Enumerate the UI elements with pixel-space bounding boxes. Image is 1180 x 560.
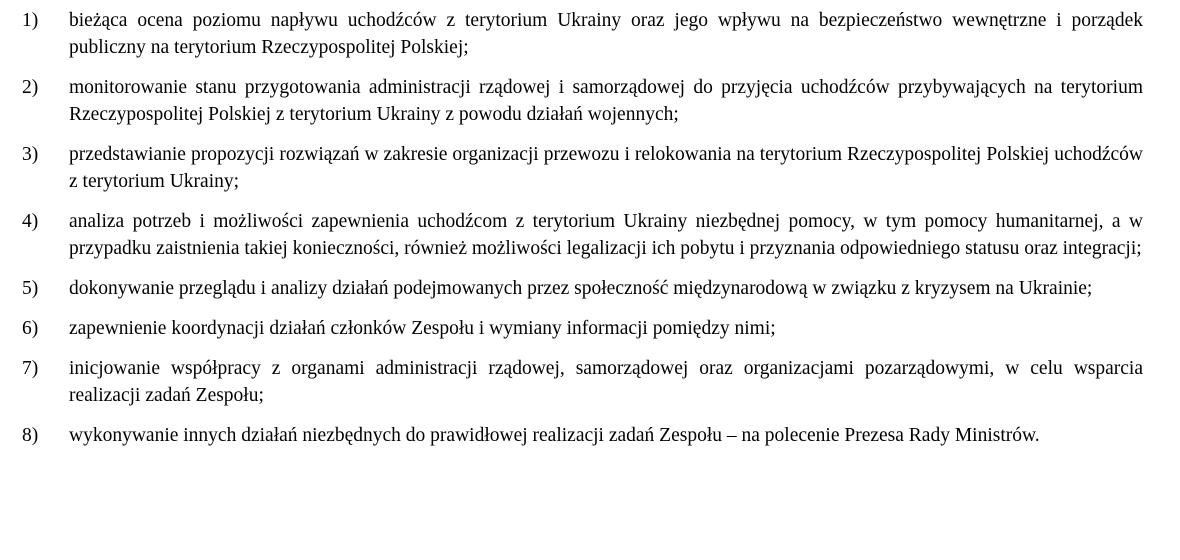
- task-list: [0, 7, 1180, 462]
- list-item-text: inicjowanie współpracy z organami administracji rządowej, samorządowej oraz organizacjami pozarządowymi, w celu wsparcia realizacji zadań Zespołu;: [69, 358, 1143, 406]
- list-item-3: [0, 141, 1180, 195]
- list-item-number: 3): [22, 144, 39, 165]
- list-item-number: 4): [22, 211, 39, 232]
- list-item-text: przedstawianie propozycji rozwiązań w zakresie organizacji przewozu i relokowania na terytorium Rzeczypospolitej Polskiej uchodźców z terytorium Ukrainy;: [69, 144, 1143, 192]
- list-item-2: [0, 74, 1180, 128]
- list-item-text: bieżąca ocena poziomu napływu uchodźców z terytorium Ukrainy oraz jego wpływu na bezpieczeństwo wewnętrzne i porządek publiczny na terytorium Rzeczypospolitej Polskiej;: [69, 10, 1143, 58]
- list-item-number: 1): [22, 10, 39, 31]
- list-item-4: [0, 208, 1180, 262]
- list-item-text: dokonywanie przeglądu i analizy działań podejmowanych przez społeczność międzynarodową w związku z kryzysem na Ukrainie;: [69, 278, 1093, 299]
- list-item-text: wykonywanie innych działań niezbędnych do prawidłowej realizacji zadań Zespołu – na polecenie Prezesa Rady Ministrów.: [69, 425, 1040, 446]
- list-item-number: 6): [22, 318, 39, 339]
- list-item-8: [0, 422, 1180, 449]
- list-item-number: 5): [22, 278, 39, 299]
- list-item-number: 7): [22, 358, 39, 379]
- list-item-5: [0, 275, 1180, 302]
- list-item-number: 2): [22, 77, 39, 98]
- list-item-text: analiza potrzeb i możliwości zapewnienia uchodźcom z terytorium Ukrainy niezbędnej pomocy, w tym pomocy humanitarnej, a w przypadku zaistnienia takiej konieczności, również możliwości legalizacji ich pobytu i przyznania odpowiedniego statusu oraz integracji;: [69, 211, 1143, 259]
- list-item-number: 8): [22, 425, 39, 446]
- list-item-text: monitorowanie stanu przygotowania administracji rządowej i samorządowej do przyjęcia uchodźców przybywających na terytorium Rzeczypospolitej Polskiej z terytorium Ukrainy z powodu działań wojennych;: [69, 77, 1143, 125]
- list-item-text: zapewnienie koordynacji działań członków Zespołu i wymiany informacji pomiędzy nimi;: [69, 318, 776, 339]
- list-item-7: [0, 355, 1180, 409]
- list-item-1: [0, 7, 1180, 61]
- list-item-6: [0, 315, 1180, 342]
